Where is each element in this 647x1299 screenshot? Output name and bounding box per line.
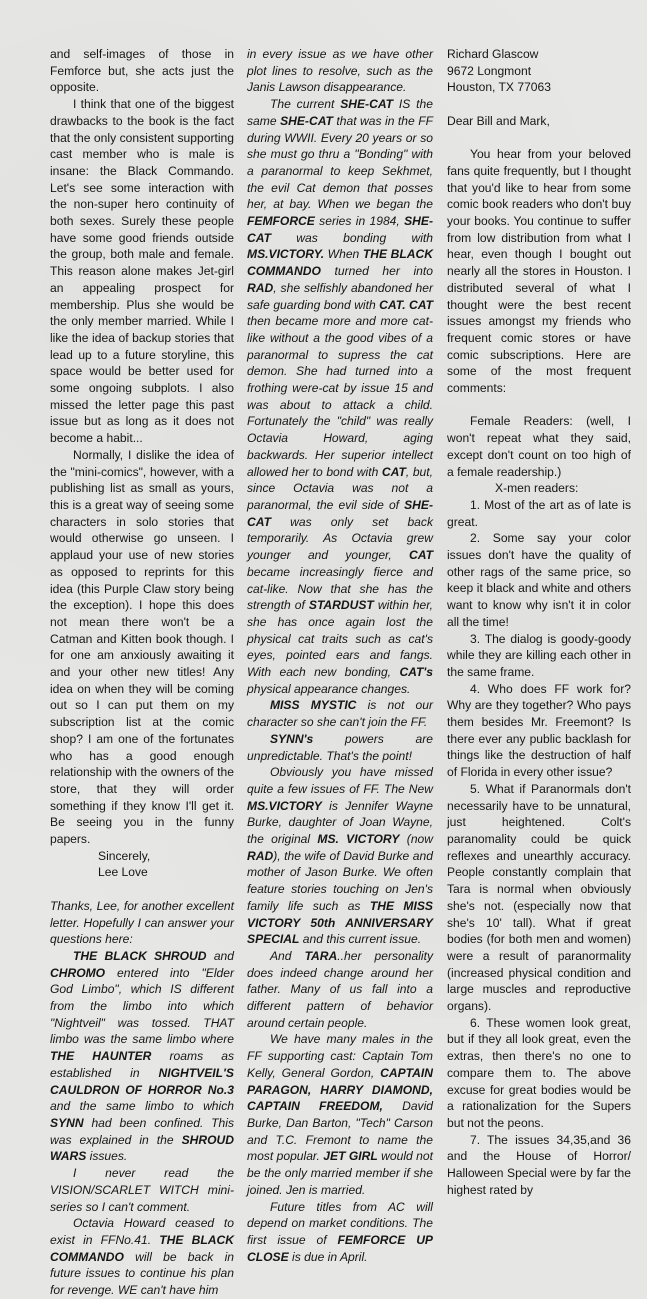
bold-title: MS.VICTORY.: [247, 247, 325, 262]
bold-title: THE BLACK COMMANDO: [50, 1232, 234, 1264]
bold-title: CAT: [409, 548, 433, 563]
letter-paragraph: and self-images of those in Femforce but, she acts just the opposite.: [50, 47, 234, 95]
bold-title: SHROUD WARS: [50, 1132, 234, 1164]
bold-title: CAT. CAT: [379, 297, 433, 312]
text-run: is not our character so she can't join the FF.: [247, 698, 433, 730]
text-run: is Jennifer Wayne Burke, daughter of Joan Wayne, the original: [247, 798, 433, 847]
text-run: ), the wife of David Burke and mother of Jason Burke. We often feature stories touching on Jen's family life such as: [247, 848, 433, 913]
text-run: within her, she has once again lost the physical cat traits such as cat's eyes, pointed ears and fangs. With each new bonding,: [247, 598, 433, 680]
letter-paragraph: Female Readers: (well, I won't repeat what they said, except don't count on too high of a female readership.): [447, 414, 631, 479]
text-run: and this current issue.: [299, 932, 422, 947]
comment-item: 2. Some say your color issues don't have the quality of other rags of the same price, so keep it black and white and others want to know why isn't it in color all the time!: [447, 531, 631, 629]
comment-item: 7. The issues 34,35,and 36 and the House of Horror/ Halloween Special were by far the highest rated by: [447, 1132, 631, 1197]
editor-reply-paragraph: [247, 948, 433, 1032]
letter-salutation: Dear Bill and Mark,: [447, 113, 550, 128]
bold-title: MS.VICTORY: [247, 798, 322, 813]
bold-title: CAT's: [399, 665, 433, 680]
editor-reply-paragraph: [247, 731, 433, 764]
bold-title: MISS MYSTIC: [269, 698, 357, 713]
address-line: 9672 Longmont: [447, 63, 532, 78]
bold-title: RAD: [247, 280, 274, 295]
text-run: turned her into: [320, 264, 433, 279]
comment-item: 4. Who does FF work for? Why are they together? Who pays them besides Mr. Freemont? Is there ever any public backlash for things like the destruction of half of Florida in every other issue?: [447, 681, 631, 780]
text-run: is due in April.: [288, 1249, 368, 1264]
text-run: And: [269, 948, 305, 963]
comment-item: 6. These women look great, but if they all look great, even the extras, then there's no one to compare them to. The above excuse for great bodies would be a rationalization for the Supers but not the peons.: [447, 1015, 631, 1130]
bold-title: THE BLACK COMMANDO: [247, 247, 433, 279]
middle-column: [247, 46, 433, 1265]
text-run: The current: [269, 97, 341, 112]
text-run: Octavia Howard ceased to exist in FFNo.41.: [50, 1216, 234, 1247]
text-run: David Burke, Dan Barton, "Tech" Carson and T.C. Fremont to name the most popular.: [247, 1099, 434, 1164]
bold-title: CAT: [381, 464, 406, 479]
comment-item: 5. What if Paranormals don't necessarily have to be unnatural, just heightened. Colt's paranomality could be quick reflexes and unearthly accuracy. People constantly complain that Tara is normal when obviously she's not. (especially now that she's 10' tall). What if great bodies (for both men and women) were a result of paranormality (increased physical condition and large muscles and reproductive organs).: [447, 781, 631, 1014]
editor-reply-paragraph: [247, 1031, 433, 1198]
text-run: and the same limbo to which: [50, 1099, 234, 1114]
text-run: issues.: [86, 1149, 128, 1164]
bold-title: TARA: [304, 948, 338, 963]
text-run: then became more and more cat-like without a the good vibes of a paranormal to supress the cat demon. She had turned into a frothing were-cat by issue 15 and was about to attack a child. Fortunately the "child" was really Octavia Howard, aging backwards. Her superior intellect allowed her to bond with: [247, 314, 433, 479]
text-run: (now: [399, 832, 433, 847]
text-run: series in 1984,: [314, 214, 405, 229]
editor-reply-paragraph: I never read the VISION/SCARLET WITCH mini-series so I can't comment.: [50, 1166, 234, 1214]
text-run: will be back in future issues to continue his plan for revenge. WE can't have him: [50, 1249, 234, 1298]
bold-title: THE HAUNTER: [50, 1049, 152, 1064]
bold-title: SHE-CAT: [247, 497, 433, 529]
bold-title: SHE-CAT: [280, 113, 333, 128]
text-run: IS the same: [247, 97, 433, 128]
text-run: ..her personality does indeed change around her father. Many of us fall into a different pattern of behavior around certain people.: [247, 948, 433, 1030]
bold-title: FEMFORCE: [247, 214, 315, 229]
letter-closing: Sincerely,: [98, 848, 151, 863]
bold-title: SYNN's: [269, 731, 314, 746]
right-column: [447, 46, 631, 1198]
bold-title: STARDUST: [308, 598, 374, 613]
address-line: Richard Glascow: [447, 47, 539, 61]
bold-title: JET GIRL: [323, 1149, 378, 1164]
bold-title: RAD: [247, 848, 274, 863]
bold-title: CAPTAIN PARAGON, HARRY DIAMOND, CAPTAIN FREEDOM,: [247, 1065, 433, 1114]
text-run: , but, since Octavia was not a paranormal, the evil side of: [247, 464, 433, 512]
comment-item: 3. The dialog is goody-goody while they are killing each other in the same frame.: [447, 631, 631, 679]
text-run: When: [324, 247, 363, 262]
text-run: , she selfishly abandoned her safe guarding bond with: [247, 280, 433, 312]
editor-reply-paragraph: Thanks, Lee, for another excellent letter. Hopefully I can answer your questions here:: [50, 898, 234, 947]
bold-title: SHE-CAT: [340, 97, 394, 112]
comment-item: 1. Most of the art as of late is great.: [447, 497, 631, 529]
letter-paragraph: Normally, I dislike the idea of the "mini-comics", however, with a publishing list as small as yours, this is a great way of seeing some characters in solo stories that would otherwise go unseen. I applaud your use of new stories as opposed to reprints for this idea (this Purple Claw story being the exception). I hope this does not mean there won't be a Catman and Kitten book though. I for one am anxiously awaiting it and your other new titles! Any idea on when they will be coming out so I can put them on my subscription list at the comic shop? I am one of the fortunates who has a good enough relationship with the owners of the store, that they will order something if they know I'll get it. Be seeing you in the funny papers.: [50, 447, 234, 847]
text-run: had been confined. This was explained in the: [50, 1115, 234, 1147]
bold-title: THE BLACK SHROUD: [72, 948, 207, 963]
left-column: [50, 46, 234, 1299]
text-run: powers are unpredictable. That's the point!: [247, 731, 433, 763]
bold-title: SYNN: [50, 1115, 84, 1130]
text-run: Future titles from AC will depend on market conditions. The first issue of: [247, 1199, 433, 1247]
text-run: We have many males in the FF supporting cast: Captain Tom Kelly, General Gordon,: [247, 1032, 433, 1080]
text-run: physical appearance changes.: [247, 681, 411, 696]
editor-reply-paragraph: [247, 96, 433, 697]
text-run: and: [206, 948, 234, 963]
text-run: was only set back temporarily. As Octavia grew younger and younger,: [247, 514, 433, 563]
editor-reply-paragraph: [247, 1199, 433, 1266]
text-run: became increasingly fierce and cat-like. Now that she has the strength of: [247, 564, 433, 613]
editor-reply-paragraph: [50, 1215, 234, 1299]
text-run: that was in the FF during WWII. Every 20 years or so she must go thru a "Bonding" with a paranormal to keep Sekhmet, the evil Cat demon that posses her, at bay. When we began the: [247, 113, 433, 212]
text-run: Obviously you have missed quite a few issues of FF. The New: [247, 765, 433, 796]
xmen-readers-label: X-men readers:: [495, 481, 579, 496]
bold-title: NIGHTVEIL'S CAULDRON OF HORROR No.3: [50, 1065, 234, 1097]
address-line: Houston, TX 77063: [447, 80, 551, 95]
text-run: was bonding with: [270, 230, 433, 245]
text-run: would not be the only married member if she joined. Jen is married.: [247, 1149, 433, 1197]
text-run: entered into "Elder God Limbo", which IS different from the limbo into which "Nightveil" was tossed. THAT limbo was the same limbo where: [50, 965, 234, 1047]
editor-reply-paragraph: in every issue as we have other plot lines to resolve, such as the Janis Lawson disappearance.: [247, 47, 433, 95]
letter-paragraph: You hear from your beloved fans quite frequently, but I thought that you'd like to hear from some comic book readers who don't buy your books. You continue to suffer from low distribution from what I hear, even though I bought out nearly all the stores in Houston. I distributed several of what I thought were the best recent issues amongst my friends who frequent comic stores or have comic subscriptions. Here are some of the most frequent comments:: [447, 147, 631, 396]
bold-title: SHE-CAT: [247, 214, 433, 245]
bold-title: CHROMO: [50, 965, 106, 980]
editor-reply-paragraph: [247, 697, 433, 730]
editor-reply-paragraph: [50, 948, 234, 1165]
bold-title: MS. VICTORY: [317, 832, 400, 847]
letter-paragraph: I think that one of the biggest drawbacks to the book is the fact that the only consistent supporting cast member who is male is insane: the Black Commando. Let's see some interaction with the non-super hero continuity of both sexes. Surely these people have some good friends outside the group, both male and female. This reason alone makes Jet-girl an appealing prospect for membership. Plus she would be the only member married. While I like the idea of backup stories that lead up to a future storyline, this space would be better used for some ongoing subplots. I also missed the letter page this past issue but as long as it does not become a habit...: [50, 97, 234, 446]
letter-signature: Lee Love: [98, 865, 148, 880]
bold-title: FEMFORCE UP CLOSE: [247, 1232, 433, 1264]
bold-title: THE MISS VICTORY 50th ANNIVERSARY SPECIAL: [247, 898, 433, 947]
text-run: roams as established in: [50, 1049, 235, 1080]
editor-reply-paragraph: [247, 764, 433, 948]
